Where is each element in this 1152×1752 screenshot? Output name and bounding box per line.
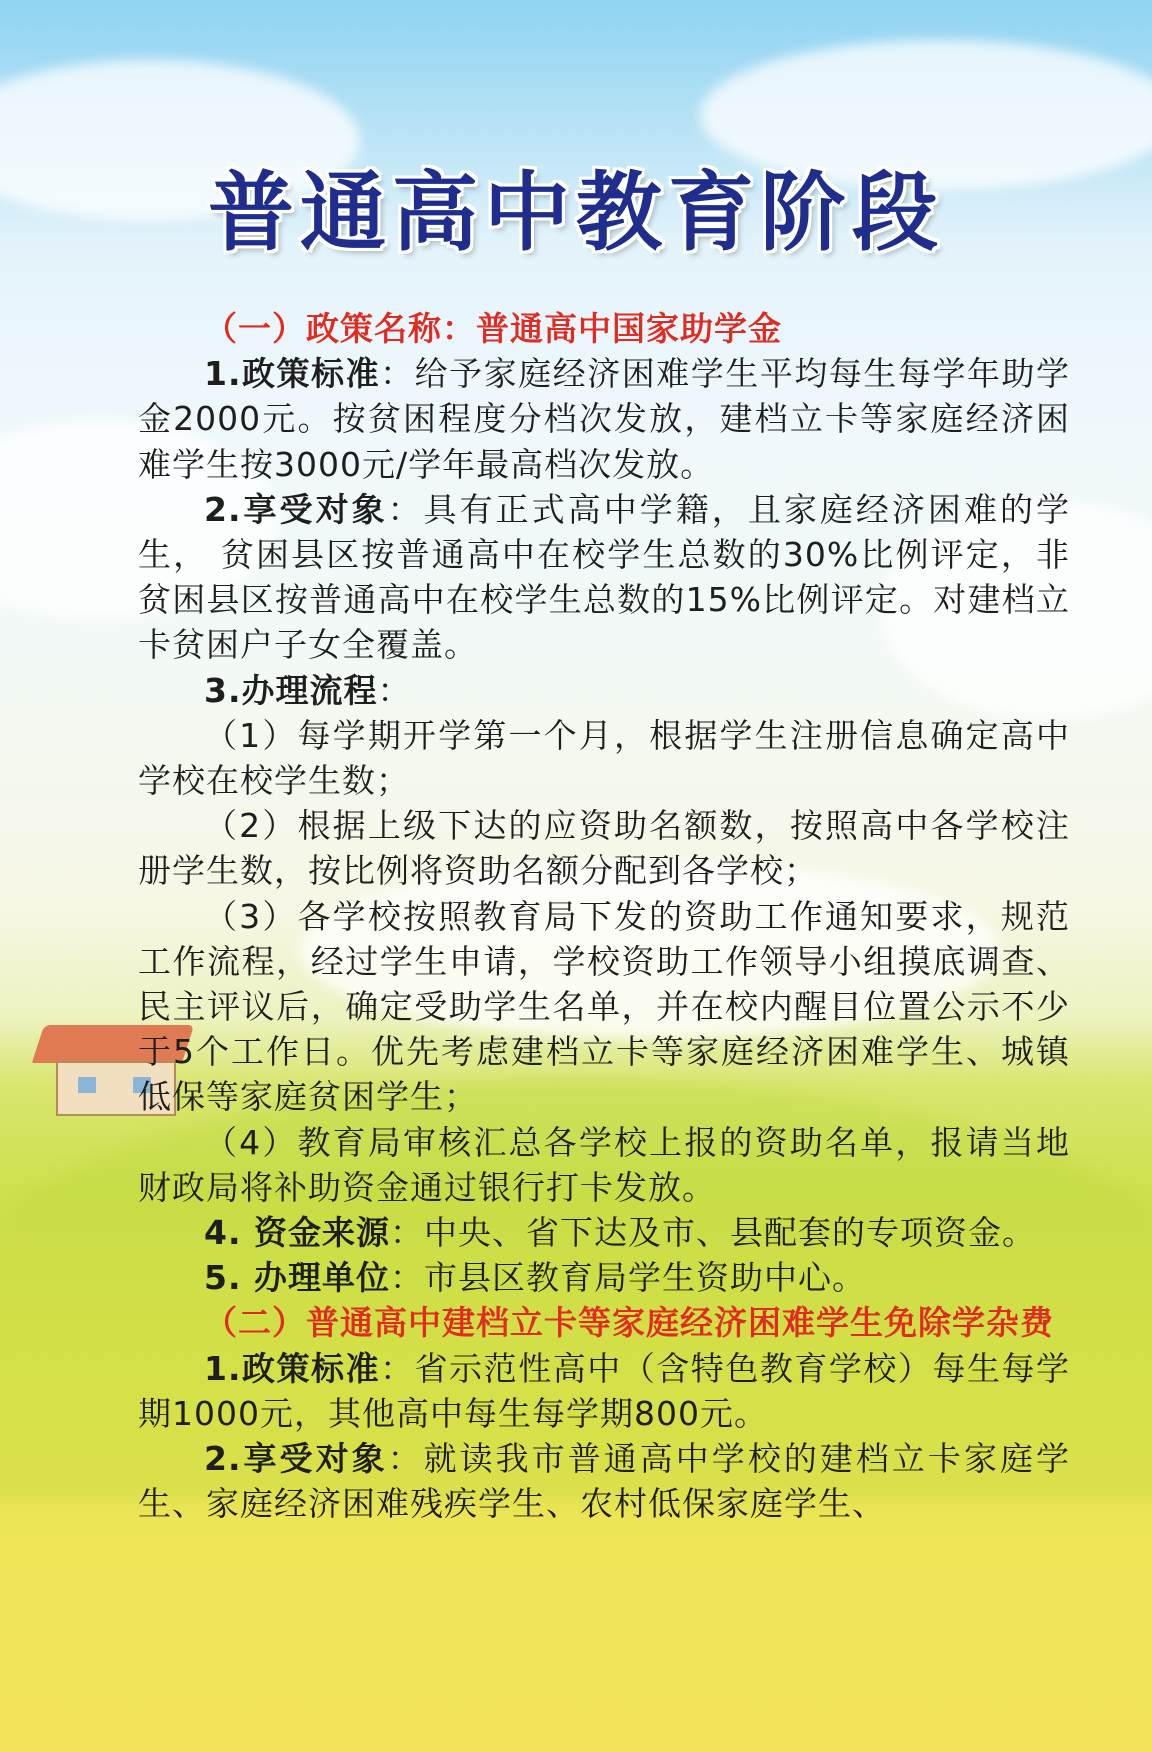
item-text: ：具有正式高中学籍，且家庭经济困难的学生， 贫困县区按普通高中在校学生总数的30%比例评定，非贫困县区按普通高中在校学生总数的15%比例评定。对建档立卡贫困户子女全覆盖。 (138, 489, 1071, 665)
section2-item2 (138, 1436, 1070, 1526)
item-text: ：市县区教育局学生资助中心。 (390, 1258, 866, 1298)
section1-item5 (138, 1255, 1070, 1300)
item-label: 1.政策标准 (204, 354, 381, 394)
process-step-3: （3）各学校按照教育局下发的资助工作通知要求，规范工作流程，经过学生申请，学校资助工作领导小组摸底调查、民主评议后，确定受助学生名单，并在校内醒目位置公示不少于5个工作日。优先考虑建档立卡等家庭经济困难学生、城镇低保等家庭贫困学生； (138, 896, 1070, 1117)
process-step-4: （4）教育局审核汇总各学校上报的资助名单，报请当地财政局将补助资金通过银行打卡发放。 (138, 1122, 1070, 1207)
section2-heading: （二）普通高中建档立卡等家庭经济困难学生免除学杂费 (204, 1303, 1054, 1343)
item-label: 1.政策标准 (204, 1348, 381, 1388)
section1-item3 (138, 668, 1070, 713)
item-text: ：给予家庭经济困难学生平均每生每学年助学金2000元。按贫困程度分档次发放，建档立卡等家庭经济困难学生按3000元/学年最高档次发放。 (138, 354, 1071, 484)
section2-item1 (138, 1346, 1070, 1436)
section1-item2 (138, 487, 1070, 668)
section1-heading: （一）政策名称：普通高中国家助学金 (204, 309, 782, 348)
page-title: 普通高中教育阶段 (208, 162, 944, 263)
policy-text (138, 306, 1070, 1526)
item-label: 2.享受对象 (204, 1439, 388, 1479)
process-step-1: （1）每学期开学第一个月，根据学生注册信息确定高中学校在校学生数； (138, 715, 1070, 801)
item-label: 4. 资金来源 (204, 1213, 390, 1253)
item-text: ：就读我市普通高中学校的建档立卡家庭学生、家庭经济困难残疾学生、农村低保家庭学生、 (138, 1439, 1071, 1524)
item-label: 3.办理流程 (204, 670, 378, 710)
section1-item1 (138, 351, 1070, 487)
item-text: ：省示范性高中（含特色教育学校）每生每学期1000元，其他高中每生每学期800元。 (138, 1348, 1071, 1433)
section1-item4 (138, 1210, 1070, 1255)
item-text: ： (377, 670, 412, 710)
item-label: 5. 办理单位 (204, 1258, 390, 1298)
item-label: 2.享受对象 (204, 489, 388, 529)
item-text: ：中央、省下达及市、县配套的专项资金。 (390, 1213, 1036, 1253)
process-step-2: （2）根据上级下达的应资助名额数，按照高中各学校注册学生数，按比例将资助名额分配到各学校； (138, 806, 1070, 891)
